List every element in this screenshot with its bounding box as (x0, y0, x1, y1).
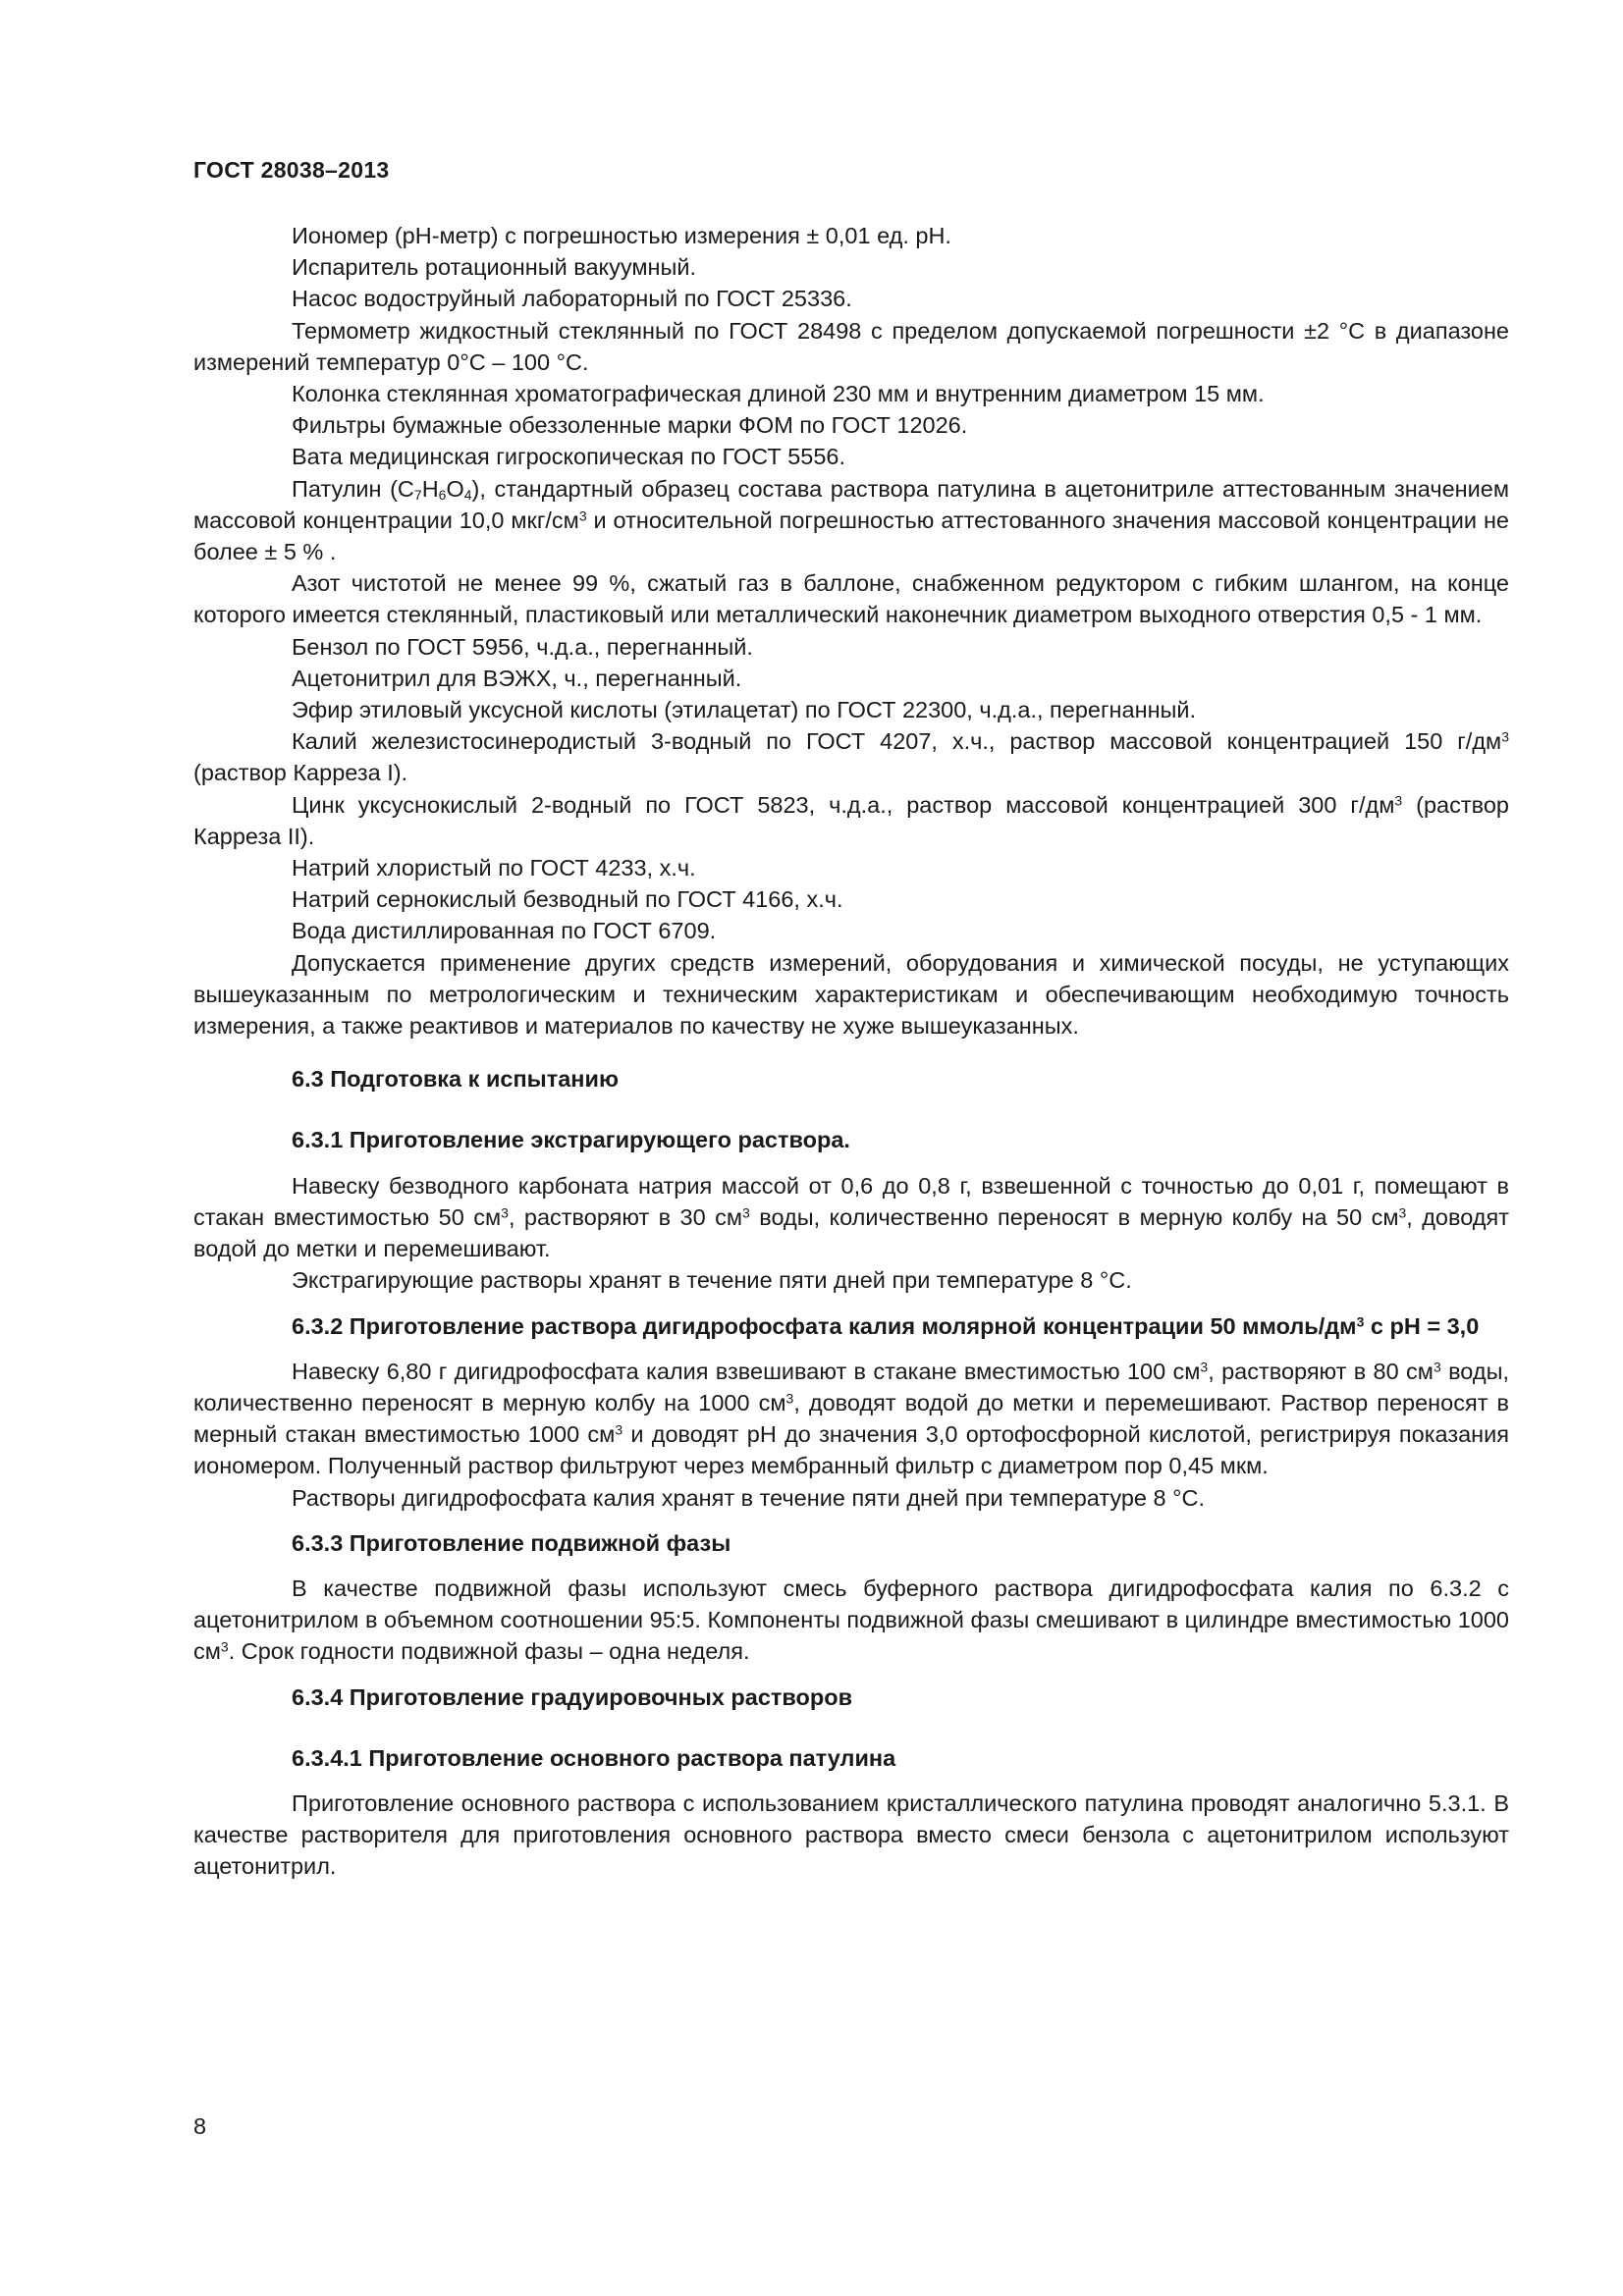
text-run: Экстрагирующие растворы хранят в течение пяти дней при температуре 8 °С. (292, 1267, 1132, 1294)
paragraph (193, 725, 1509, 788)
text-run: Эфир этиловый уксусной кислоты (этилацетат) по ГОСТ 22300, ч.д.а., перегнанный. (292, 697, 1197, 723)
section-heading (193, 1527, 1509, 1559)
text-run: , растворяют в 30 см (508, 1203, 743, 1230)
text-run: , доводят водой до метки и перемешивают. (193, 1203, 1509, 1262)
text-run: ), стандартный образец состава раствора патулина в ацетонитриле аттестованным значением массовой концентрации 10,0 мкг/см (193, 475, 1509, 533)
paragraph (193, 915, 1509, 946)
text-run: Вата медицинская гигроскопическая по ГОСТ 5556. (292, 444, 846, 470)
paragraph (193, 378, 1509, 409)
text-run: . Срок годности подвижной фазы – одна неделя. (228, 1638, 750, 1665)
text-run: 6.3.2 Приготовление раствора дигидрофосфата калия молярной концентрации 50 ммоль/дм (292, 1312, 1357, 1339)
text-run: 6.3.4 Приготовление градуировочных растворов (292, 1683, 853, 1710)
text-run: Патулин (С (292, 475, 414, 502)
section-heading (193, 1124, 1509, 1155)
text-run: Вода дистиллированная по ГОСТ 6709. (292, 918, 717, 944)
paragraph (193, 1573, 1509, 1668)
superscript: 3 (220, 1638, 229, 1655)
subscript: 6 (438, 486, 447, 503)
text-run: (раствор Карреза I). (193, 760, 408, 786)
paragraph (193, 409, 1509, 441)
superscript: 3 (501, 1204, 509, 1221)
paragraph (193, 694, 1509, 725)
paragraph (193, 1788, 1509, 1883)
subscript: 4 (463, 486, 472, 503)
text-run: воды, количественно переносят в мерную колбу на 50 см (749, 1203, 1399, 1230)
paragraph (193, 1482, 1509, 1514)
text-run: В качестве подвижной фазы используют смесь буферного раствора дигидрофосфата калия по 6.3.2 с ацетонитрилом в объемном соотношении 95:5. Компоненты подвижной фазы смешивают в цилиндре вместимостью 1000 см (193, 1575, 1509, 1665)
text-run: , доводят водой до метки и перемешивают. Раствор переносят в мерный стакан вместимостью 1000 см (193, 1389, 1510, 1448)
text-run: Натрий сернокислый безводный по ГОСТ 4166, х.ч. (292, 886, 843, 913)
subscript: 7 (413, 486, 422, 503)
text-run: , растворяют в 80 см (1208, 1358, 1434, 1384)
paragraph (193, 947, 1509, 1042)
text-run: Цинк уксуснокислый 2-водный по ГОСТ 5823, ч.д.а., раствор массовой концентрацией 300 г/дм (292, 791, 1395, 818)
text-run: 6.3.1 Приготовление экстрагирующего раствора. (292, 1127, 850, 1153)
superscript: 3 (1200, 1359, 1209, 1375)
document-header: ГОСТ 28038–2013 (193, 157, 390, 183)
paragraph (193, 1356, 1509, 1482)
section-heading (193, 1063, 1509, 1095)
text-run: Испаритель ротационный вакуумный. (292, 254, 697, 281)
text-run: Термометр жидкостный стеклянный по ГОСТ 28498 с пределом допускаемой погрешности ±2 °С в диапазоне измерений температур 0°С – 100 °С. (193, 317, 1509, 375)
section-heading (193, 1310, 1509, 1342)
paragraph (193, 473, 1509, 568)
text-run: и относительной погрешностью аттестованного значения массовой концентрации не более ± 5 % . (193, 507, 1509, 565)
text-run: Допускается применение других средств измерений, оборудования и химической посуды, не уступающих вышеуказанным по метрологическим и техническим характеристикам и обеспечивающим необходимую точность измерения, а также реактивов и материалов по качеству не хуже вышеуказанных. (193, 949, 1509, 1040)
text-run: Насос водоструйный лабораторный по ГОСТ 25336. (292, 286, 852, 312)
paragraph (193, 220, 1509, 251)
section-heading (193, 1742, 1509, 1774)
text-run: с рН = 3,0 (1364, 1312, 1480, 1339)
text-run: Азот чистотой не менее 99 %, сжатый газ в баллоне, снабженном редуктором с гибким шлангом, на конце которого имеется стеклянный, пластиковый или металлический наконечник диаметром выходного отверстия 0,5 - 1 мм. (193, 570, 1509, 628)
superscript: 3 (615, 1421, 623, 1438)
text-run: воды, количественно переносят в мерную колбу на 1000 см (193, 1358, 1509, 1415)
text-run: Натрий хлористый по ГОСТ 4233, х.ч. (292, 855, 696, 881)
text-run: Навеску 6,80 г дигидрофосфата калия взвешивают в стакане вместимостью 100 см (292, 1358, 1201, 1384)
superscript: 3 (578, 507, 587, 524)
text-run: Навеску безводного карбоната натрия массой от 0,6 до 0,8 г, взвешенной с точностью до 0,01 г, помещают в стакан вместимостью 50 см (193, 1172, 1509, 1230)
text-run: Растворы дигидрофосфата калия хранят в течение пяти дней при температуре 8 °С. (292, 1484, 1206, 1511)
page-number: 8 (193, 2113, 207, 2139)
text-run: Бензол по ГОСТ 5956, ч.д.а., перегнанный. (292, 633, 753, 660)
paragraph (193, 567, 1509, 630)
paragraph (193, 441, 1509, 472)
paragraph (193, 852, 1509, 883)
text-run: Фильтры бумажные обеззоленные марки ФОМ по ГОСТ 12026. (292, 412, 968, 439)
section-heading (193, 1682, 1509, 1713)
superscript: 3 (1398, 1204, 1407, 1221)
text-run: 6.3.3 Приготовление подвижной фазы (292, 1529, 731, 1556)
superscript: 3 (1394, 791, 1403, 808)
text-run: 6.3 Подготовка к испытанию (292, 1066, 620, 1093)
paragraph (193, 251, 1509, 283)
text-run: О (446, 475, 464, 502)
paragraph (193, 283, 1509, 314)
superscript: 3 (785, 1390, 794, 1407)
paragraph (193, 663, 1509, 694)
superscript: 3 (1433, 1359, 1441, 1375)
paragraph (193, 1170, 1509, 1265)
text-run: (раствор Карреза II). (193, 791, 1509, 849)
text-run: Колонка стеклянная хроматографическая длиной 230 мм и внутренним диаметром 15 мм. (292, 381, 1265, 407)
paragraph (193, 631, 1509, 663)
paragraph (193, 1264, 1509, 1296)
text-run: и доводят рН до значения 3,0 ортофосфорной кислотой, регистрируя показания иономером. Полученный раствор фильтруют через мембранный фильтр с диаметром пор 0,45 мкм. (193, 1421, 1510, 1479)
text-run: Ацетонитрил для ВЭЖХ, ч., перегнанный. (292, 665, 742, 691)
text-run: 6.3.4.1 Приготовление основного раствора патулина (292, 1744, 896, 1771)
superscript: 3 (742, 1204, 750, 1221)
text-run: Иономер (pH-метр) с погрешностью измерения ± 0,01 ед. pH. (292, 223, 951, 248)
paragraph (193, 315, 1509, 378)
text-run: Калий железистосинеродистый 3-водный по ГОСТ 4207, х.ч., раствор массовой концентрацией 150 г/дм (292, 728, 1502, 755)
superscript: 3 (1356, 1312, 1365, 1329)
text-run: Приготовление основного раствора с использованием кристаллического патулина проводят аналогично 5.3.1. В качестве растворителя для приготовления основного раствора вместо смеси бензола с ацетонитрилом используют ацетонитрил. (193, 1789, 1509, 1880)
superscript: 3 (1501, 728, 1509, 745)
document-body (193, 220, 1509, 1883)
paragraph (193, 883, 1509, 915)
paragraph (193, 789, 1509, 852)
text-run: Н (421, 475, 439, 502)
